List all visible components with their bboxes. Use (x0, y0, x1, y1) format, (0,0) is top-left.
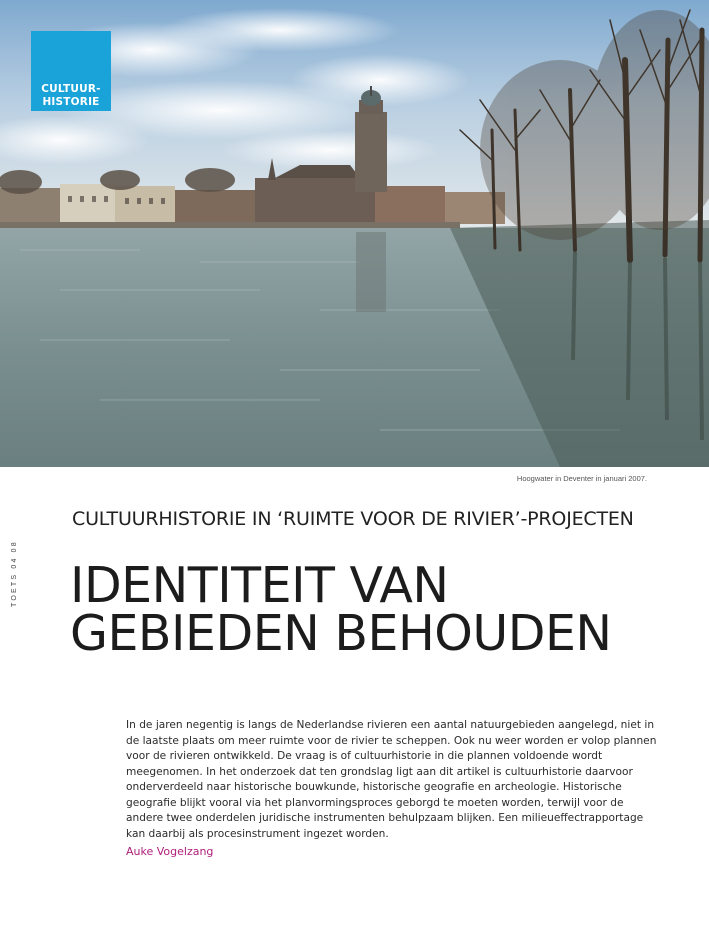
article-subtitle: CULTUURHISTORIE IN ‘RUIMTE VOOR DE RIVIER’-PROJECTEN (72, 508, 634, 530)
article-title (70, 557, 612, 662)
article-title-line-2: GEBIEDEN BEHOUDEN (70, 605, 612, 662)
badge-line-1: CULTUUR- (41, 83, 101, 95)
article-author: Auke Vogelzang (126, 845, 214, 858)
article-title-line-1: IDENTITEIT VAN (70, 557, 449, 614)
section-badge (31, 31, 111, 111)
hero-photo (0, 0, 709, 467)
photo-caption: Hoogwater in Deventer in januari 2007. (516, 474, 647, 483)
article-intro: In de jaren negentig is langs de Nederlandse rivieren een aantal natuurgebieden aangelegd, niet in de laatste plaats om meer ruimte voor de rivier te scheppen. Ook nu weer worden er volop plannen voor de rivieren ontwikkeld. De vraag is of cultuurhistorie in die plannen voldoende wordt meegenomen. In het onderzoek dat ten grondslag ligt aan dit artikel is cultuurhistorie daarvoor onderverdeeld naar historische bouwkunde, historische geografie en archeologie. Historische geografie blijkt vooral via het planvormingsproces geborgd te moeten worden, terwijl voor de andere twee onderdelen juridische instrumenten behulpzaam blijken. Een milieueffectrapportage kan daarbij als procesinstrument ingezet worden. (126, 719, 657, 840)
badge-line-2: HISTORIE (42, 96, 100, 108)
magazine-issue-label: TOETS 04 08 (11, 540, 18, 607)
